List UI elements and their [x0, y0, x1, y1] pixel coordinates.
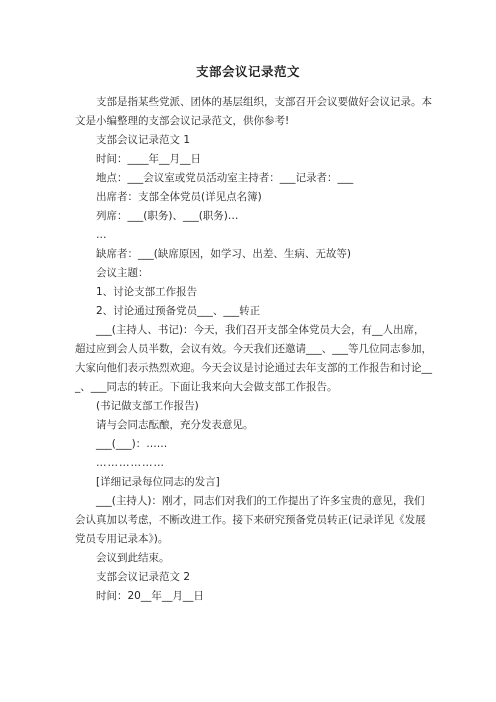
host-closing-paragraph: ___(主持人)：刚才，同志们对我们的工作提出了许多宝贵的意见，我们会认真加以考虑，不断改进工作。接下来研究预备党员转正(记录详见《发展党员专用记录本》)。 — [75, 495, 426, 545]
meeting-end: 会议到此结束。 — [96, 552, 170, 564]
observers: 列席：___(职务)、___(职务)… — [96, 210, 239, 222]
section-heading-2: 支部会议记录范文 2 — [96, 571, 191, 583]
topic-item-2: 2、讨论通过预备党员___、___转正 — [96, 305, 261, 317]
meeting-time: 时间：____年__月__日 — [96, 153, 201, 165]
meeting-topic-label: 会议主题： — [96, 267, 149, 279]
absentees: 缺席者：___(缺席原因，如学习、出差、生病、无故等) — [96, 248, 351, 260]
speech-record-note: [详细记录每位同志的发言] — [96, 476, 220, 488]
document-body — [75, 93, 433, 606]
speaker-line: ___(___)：…… — [96, 438, 168, 450]
dotted-line: ……………… — [96, 457, 165, 469]
secretary-report-note: (书记做支部工作报告) — [96, 400, 199, 412]
meeting-time-2: 时间：20__年__月__日 — [96, 590, 204, 602]
attendees: 出席者：支部全体党员(详见点名簿) — [96, 191, 262, 203]
ellipsis-line: … — [96, 229, 108, 241]
host-opening-paragraph: ___(主持人、书记)：今天，我们召开支部全体党员大会，有__人出席，超过应到会人员半数，会议有效。今天我们还邀请___、___等几位同志参加，大家向他们表示热烈欢迎。今天会议是讨论通过去年支部的工作报告和讨论___、___同志的转正。下面让我来向大会做支部工作报告。 — [75, 324, 432, 393]
section-heading-1: 支部会议记录范文 1 — [96, 134, 191, 146]
discussion-invite: 请与会同志酝酿，充分发表意见。 — [96, 419, 254, 431]
intro-paragraph: 支部是指某些党派、团体的基层组织，支部召开会议要做好会议记录。本文是小编整理的支部会议记录范文，供你参考! — [75, 96, 432, 127]
topic-item-1: 1、讨论支部工作报告 — [96, 286, 198, 298]
meeting-location: 地点：___会议室或党员活动室主持者：___记录者：___ — [96, 172, 354, 184]
document-title: 支部会议记录范文 — [195, 64, 300, 79]
